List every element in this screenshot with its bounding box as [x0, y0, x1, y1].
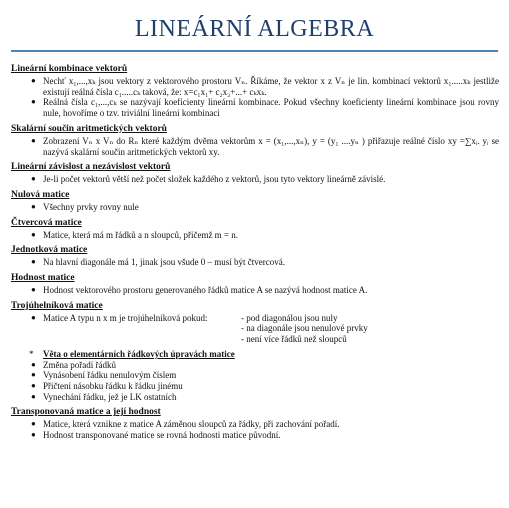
section-identity-matrix: [11, 245, 499, 268]
list-item-text: Matice, která vznikne z matice A záměnou sloupců za řádky, při zachování pořadí.: [43, 419, 340, 430]
list-item-text: Změna pořadí řádků: [43, 359, 116, 370]
triangular-definition: [11, 313, 499, 345]
section-heading: Čtvercová matice: [11, 217, 82, 228]
list-item: [11, 202, 499, 213]
section-heading: Trojúhelníková matice: [11, 300, 103, 311]
triangular-conditions: [241, 313, 368, 345]
bullet-icon: ●: [31, 76, 36, 85]
bullet-icon: ●: [31, 257, 36, 267]
list-item-text: Vynásobení řádku nenulovým číslem: [43, 370, 177, 381]
list-item: [11, 97, 499, 118]
list-item: [11, 136, 499, 157]
section-heading: Jednotková matice: [11, 245, 88, 256]
document-body: [11, 64, 499, 446]
theorem-heading: [11, 349, 499, 360]
bullet-icon: ●: [31, 229, 36, 239]
section-heading: Nulová matice: [11, 189, 70, 200]
section-heading: Skalární součin aritmetických vektorů: [11, 123, 167, 134]
list-item: [11, 370, 499, 381]
bullet-icon: ●: [31, 380, 36, 390]
list-item: [11, 430, 499, 441]
condition-item: - není více řádků než sloupců: [241, 334, 347, 345]
list-item-text: Matice, která má m řádků a n sloupců, přičemž m = n.: [43, 229, 239, 240]
bullet-list: [11, 419, 499, 440]
bullet-icon: ●: [31, 174, 36, 184]
bullet-list: [11, 136, 499, 157]
section-linear-dependence: [11, 162, 499, 185]
bullet-icon: ●: [31, 419, 36, 429]
bullet-list: [11, 76, 499, 119]
condition-item: - pod diagonálou jsou nuly: [241, 312, 338, 323]
bullet-icon: ●: [31, 370, 36, 380]
list-item: [11, 285, 499, 296]
section-heading: Transponovaná matice a její hodnost: [11, 407, 161, 418]
page-title: LINEÁRNÍ ALGEBRA: [134, 16, 375, 42]
star-icon: *: [29, 348, 34, 359]
bullet-icon: ●: [31, 391, 36, 401]
list-item: [11, 257, 499, 268]
section-heading: Lineární kombinace vektorů: [11, 64, 128, 74]
bullet-icon: ●: [31, 285, 36, 295]
list-item-text: Hodnost vektorového prostoru generovaného řádků matice A se nazývá hodnost matice A.: [43, 285, 368, 296]
section-heading: Hodnost matice: [11, 273, 75, 284]
list-item-text: Reálná čísla c₁,...,cₖ se nazývají koeficienty lineární kombinace. Pokud všechny koeficienty lineární kombinace jsou rovny nule, hovoříme o tzv. triviální lineární kombinaci: [43, 97, 499, 119]
list-item-text: Vynechání řádku, jež je LK ostatních: [43, 391, 177, 402]
list-item-text: Přičtení násobku řádku k řádku jinému: [43, 380, 183, 391]
bullet-list: [11, 202, 499, 213]
list-item: [11, 76, 499, 97]
triangular-main-text: Matice A typu n x m je trojúhelníková pokud:: [43, 312, 208, 323]
section-scalar-product: [11, 124, 499, 157]
list-item: [11, 360, 499, 371]
bullet-icon: ●: [31, 359, 36, 369]
list-item: [11, 419, 499, 430]
title-divider: [11, 50, 498, 52]
bullet-icon: ●: [31, 97, 36, 107]
bullet-icon: ●: [31, 135, 36, 145]
section-zero-matrix: [11, 190, 499, 213]
list-item-text: Zobrazení Vₙ x Vₙ do Rₙ které každým dvěma vektorům x = (x₁,...,xₙ), y = (y₁ ....yₙ ) přiřazuje reálné číslo xy =∑xᵢ. yᵢ se nazývá skalární součin aritmetických vektorů xy.: [43, 135, 499, 157]
list-item-text: Je-li počet vektorů větší než počet složek každého z vektorů, jsou tyto vektory lineárně závislé.: [43, 174, 386, 185]
bullet-icon: ●: [31, 430, 36, 440]
bullet-list: [11, 174, 499, 185]
section-heading: Lineární závislost a nezávislost vektorů: [11, 162, 171, 173]
bullet-list: [11, 360, 499, 403]
list-item-text: Všechny prvky rovny nule: [43, 201, 139, 212]
list-item-text: Hodnost transponované matice se rovná hodnosti matice původní.: [43, 430, 281, 441]
condition-item: - na diagonále jsou nenulové prvky: [241, 323, 368, 334]
section-transposed-matrix: [11, 407, 499, 440]
section-matrix-rank: [11, 273, 499, 296]
list-item-text: Nechť x₁,...,xₖ jsou vektory z vektorového prostoru Vₙ. Říkáme, že vektor x z Vₙ je lin. kombinací vektorů x₁.....xₖ jestliže existují reálná čísla c₁.....cₖ taková, že: x=c₁x₁+ c₂x₂+...+ cₖxₖ.: [43, 76, 499, 97]
bullet-list: [11, 285, 499, 296]
bullet-list: [11, 230, 499, 241]
section-square-matrix: [11, 218, 499, 241]
list-item-text: Na hlavní diagonále má 1, jinak jsou všude 0 – musí být čtvercová.: [43, 257, 285, 268]
bullet-icon: ●: [31, 312, 36, 322]
list-item: [11, 174, 499, 185]
list-item: [11, 392, 499, 403]
list-item: [11, 381, 499, 392]
bullet-icon: ●: [31, 201, 36, 211]
list-item: [11, 230, 499, 241]
bullet-list: [11, 257, 499, 268]
section-triangular-matrix: [11, 301, 499, 403]
section-linear-combination: [11, 64, 499, 119]
theorem-heading-text: Věta o elementárních řádkových úpravách matice: [43, 348, 235, 359]
